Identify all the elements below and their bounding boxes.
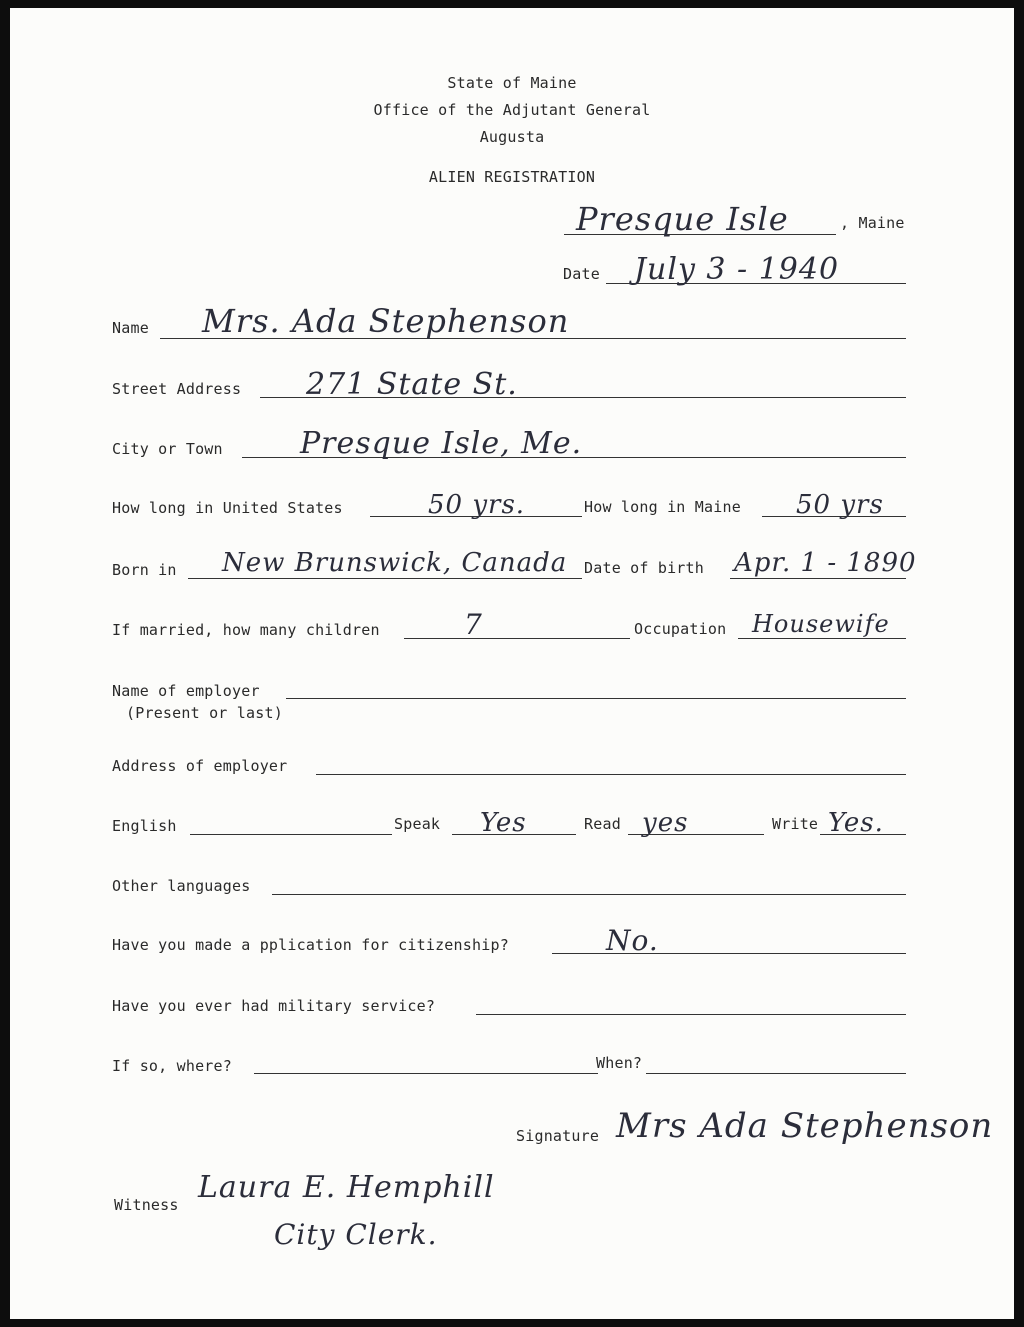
read-label: Read — [584, 815, 621, 833]
other-languages-line — [272, 894, 906, 895]
witness-entry: Laura E. Hemphill — [198, 1170, 495, 1205]
date-label: Date — [563, 265, 600, 283]
witness-title-entry: City Clerk. — [274, 1218, 438, 1251]
employer-address-line — [316, 774, 906, 775]
children-entry: 7 — [464, 608, 483, 641]
english-line — [190, 834, 392, 835]
maine-label: , Maine — [840, 214, 905, 232]
signature-label: Signature — [516, 1127, 600, 1145]
street-label: Street Address — [112, 380, 242, 398]
children-label: If married, how many children — [112, 621, 380, 639]
city-label: City or Town — [112, 440, 223, 458]
speak-entry: Yes — [480, 808, 527, 838]
date-entry: July 3 - 1940 — [634, 252, 840, 287]
how-long-maine-label: How long in Maine — [584, 498, 741, 516]
write-entry: Yes. — [828, 808, 884, 838]
occupation-label: Occupation — [634, 620, 727, 638]
military-label: Have you ever had military service? — [112, 997, 436, 1015]
english-label: English — [112, 817, 177, 835]
other-languages-label: Other languages — [112, 877, 251, 895]
occupation-entry: Housewife — [752, 610, 890, 638]
speak-label: Speak — [394, 815, 441, 833]
employer-name-label: Name of employer — [112, 682, 260, 700]
where-line — [254, 1073, 598, 1074]
military-line — [476, 1014, 906, 1015]
how-long-us-label: How long in United States — [112, 499, 343, 517]
where-label: If so, where? — [112, 1057, 232, 1075]
citizenship-label: Have you made a pplication for citizenship? — [112, 936, 509, 954]
born-in-entry: New Brunswick, Canada — [222, 548, 568, 578]
when-line — [646, 1073, 906, 1074]
header-city: Augusta — [479, 128, 545, 146]
dob-line — [730, 578, 906, 579]
employer-name-line — [286, 698, 906, 699]
witness-label: Witness — [114, 1196, 179, 1214]
header-state: State of Maine — [447, 74, 577, 92]
employer-address-label: Address of employer — [112, 757, 288, 775]
signature-entry: Mrs Ada Stephenson — [616, 1106, 994, 1146]
header-office: Office of the Adjutant General — [373, 101, 651, 119]
dob-label: Date of birth — [584, 559, 704, 577]
how-long-us-entry: 50 yrs. — [428, 490, 526, 520]
place-entry: Presque Isle — [576, 200, 789, 238]
form-title: ALIEN REGISTRATION — [428, 168, 596, 186]
born-in-label: Born in — [112, 561, 177, 579]
name-label: Name — [112, 319, 149, 337]
write-label: Write — [772, 815, 819, 833]
city-entry: Presque Isle, Me. — [300, 426, 583, 461]
citizenship-entry: No. — [606, 924, 659, 957]
registration-form — [10, 8, 1014, 1319]
born-in-line — [188, 578, 582, 579]
when-label: When? — [596, 1054, 643, 1072]
how-long-maine-entry: 50 yrs — [796, 490, 884, 520]
name-entry: Mrs. Ada Stephenson — [202, 302, 570, 340]
children-line — [404, 638, 630, 639]
read-entry: yes — [642, 808, 689, 838]
street-entry: 271 State St. — [306, 367, 518, 402]
occupation-line — [738, 638, 906, 639]
employer-note: (Present or last) — [126, 704, 283, 722]
dob-entry: Apr. 1 - 1890 — [734, 548, 917, 578]
